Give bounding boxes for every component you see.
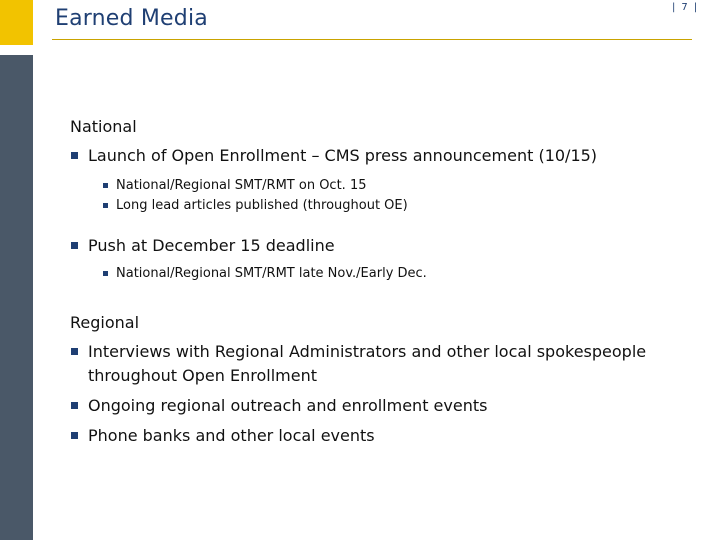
page-number-divider-left: | xyxy=(672,2,676,13)
bullet-item xyxy=(70,394,690,418)
sub-bullet-item xyxy=(70,196,690,216)
bullet-item xyxy=(70,144,690,168)
bullet-text: Launch of Open Enrollment – CMS press announcement (10/15) xyxy=(88,146,598,165)
sub-bullet-item xyxy=(70,176,690,196)
page-number-divider-right: | xyxy=(693,2,698,13)
slide-title: Earned Media xyxy=(55,6,208,31)
slide-content xyxy=(70,116,690,448)
page-number-value: 7 xyxy=(681,2,688,13)
section-heading-national: National xyxy=(70,117,137,136)
bullet-text: Phone banks and other local events xyxy=(88,426,375,445)
section-heading-regional: Regional xyxy=(70,313,140,332)
square-bullet-icon xyxy=(71,242,78,249)
square-bullet-icon xyxy=(71,348,78,355)
sub-bullet-text: National/Regional SMT/RMT on Oct. 15 xyxy=(116,178,367,193)
bullet-item xyxy=(70,340,678,388)
sidebar-bar xyxy=(0,55,33,540)
square-bullet-icon xyxy=(71,402,78,409)
title-divider xyxy=(52,39,692,40)
sub-bullet-text: Long lead articles published (throughout OE) xyxy=(116,198,408,213)
accent-bar-yellow xyxy=(0,0,33,45)
page-number xyxy=(666,2,703,13)
bullet-text: Ongoing regional outreach and enrollment events xyxy=(88,396,488,415)
bullet-item xyxy=(70,234,690,258)
sub-bullet-item xyxy=(70,264,690,284)
square-bullet-icon xyxy=(103,183,108,188)
bullet-text: Interviews with Regional Administrators and other local spokespeople throughout Open Enrollment xyxy=(88,342,647,385)
bullet-text: Push at December 15 deadline xyxy=(88,236,335,255)
square-bullet-icon xyxy=(71,432,78,439)
square-bullet-icon xyxy=(71,152,78,159)
square-bullet-icon xyxy=(103,203,108,208)
bullet-item xyxy=(70,424,690,448)
square-bullet-icon xyxy=(103,271,108,276)
sub-bullet-text: National/Regional SMT/RMT late Nov./Early Dec. xyxy=(116,266,427,281)
